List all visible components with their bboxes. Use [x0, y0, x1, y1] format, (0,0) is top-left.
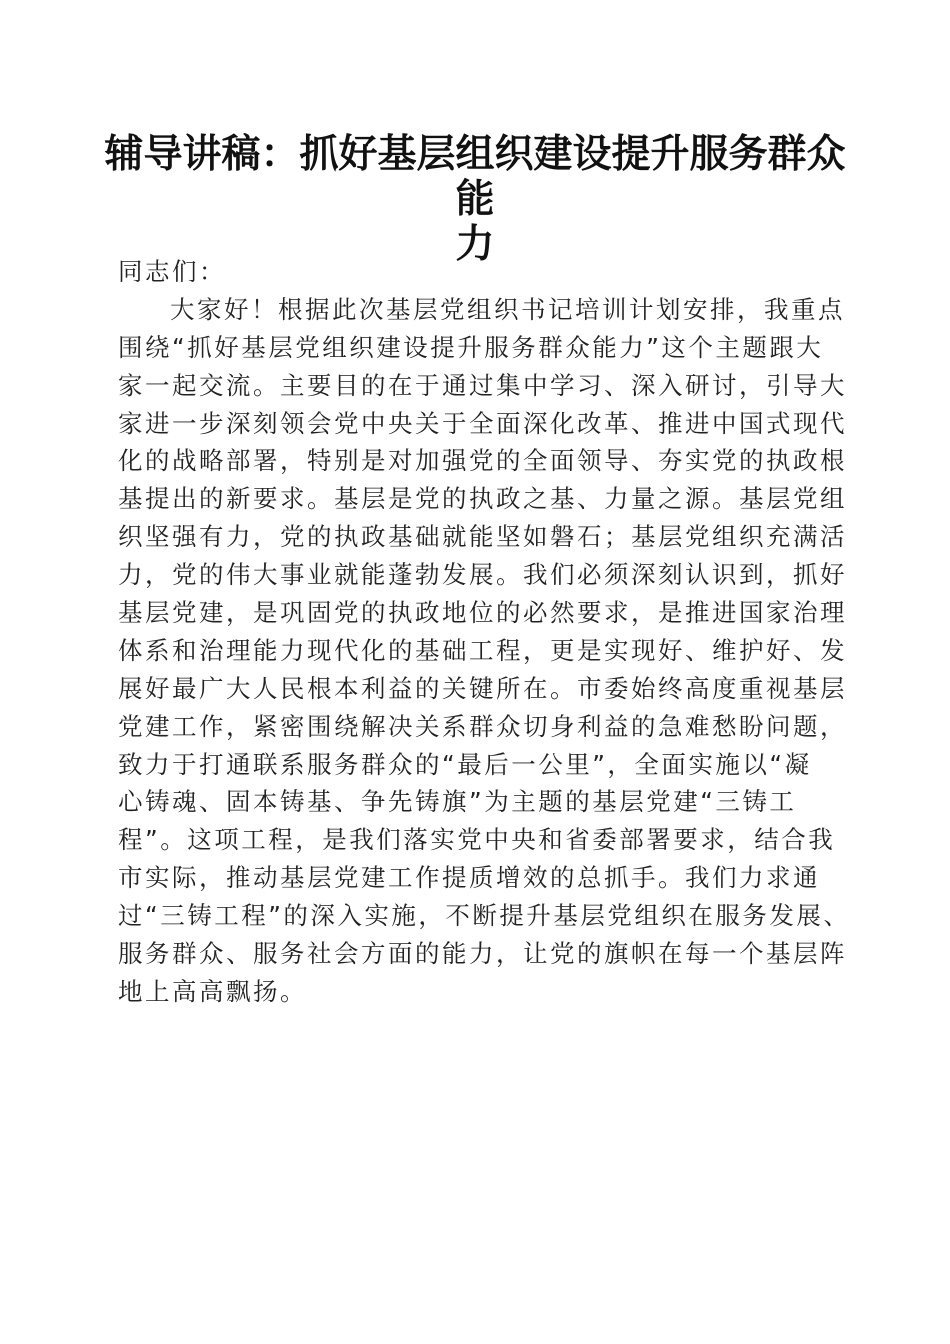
paragraph-line: 家进一步深刻领会党中央关于全面深化改革、推进中国式现代	[118, 408, 847, 438]
paragraph-line: 心铸魂、固本铸基、争先铸旗”为主题的基层党建“三铸工	[118, 787, 797, 817]
paragraph-line: 致力于打通联系服务群众的“最后一公里”，全面实施以“凝	[118, 749, 812, 779]
paragraph-line: 家一起交流。主要目的在于通过集中学习、深入研讨，引导大	[118, 370, 847, 400]
paragraph-line: 化的战略部署，特别是对加强党的全面领导、夯实党的执政根	[118, 446, 847, 476]
paragraph-line: 市实际，推动基层党建工作提质增效的总抓手。我们力求通	[118, 863, 820, 893]
document-body	[118, 253, 851, 1011]
paragraph-line: 基层党建，是巩固党的执政地位的必然要求，是推进国家治理	[118, 598, 847, 628]
paragraph-line: 基提出的新要求。基层是党的执政之基、力量之源。基层党组	[118, 484, 847, 514]
title-line-2: 力	[455, 221, 495, 267]
paragraph-line: 程”。这项工程，是我们落实党中央和省委部署要求，结合我	[118, 825, 836, 855]
paragraph-line: 地上高高飘扬。	[118, 976, 307, 1006]
paragraph-line: 围绕“抓好基层党组织建设提升服务群众能力”这个主题跟大	[118, 332, 824, 362]
paragraph	[118, 291, 851, 1011]
paragraph-line: 党建工作，紧密围绕解决关系群众切身利益的急难愁盼问题，	[118, 711, 847, 741]
paragraph-line: 过“三铸工程”的深入实施，不断提升基层党组织在服务发展、	[118, 901, 851, 931]
paragraph-line: 大家好！根据此次基层党组织书记培训计划安排，我重点	[170, 294, 845, 324]
title-line-1: 辅导讲稿：抓好基层组织建设提升服务群众能	[104, 131, 846, 222]
paragraph-line: 体系和治理能力现代化的基础工程，更是实现好、维护好、发	[118, 635, 847, 665]
salutation: 同志们：	[118, 257, 226, 286]
paragraph-line: 织坚强有力，党的执政基础就能坚如磐石；基层党组织充满活	[118, 522, 847, 552]
document-title	[100, 132, 850, 267]
paragraph-line: 力，党的伟大事业就能蓬勃发展。我们必须深刻认识到，抓好	[118, 560, 847, 590]
paragraph-line: 服务群众、服务社会方面的能力，让党的旗帜在每一个基层阵	[118, 939, 847, 969]
paragraph-line: 展好最广大人民根本利益的关键所在。市委始终高度重视基层	[118, 673, 847, 703]
